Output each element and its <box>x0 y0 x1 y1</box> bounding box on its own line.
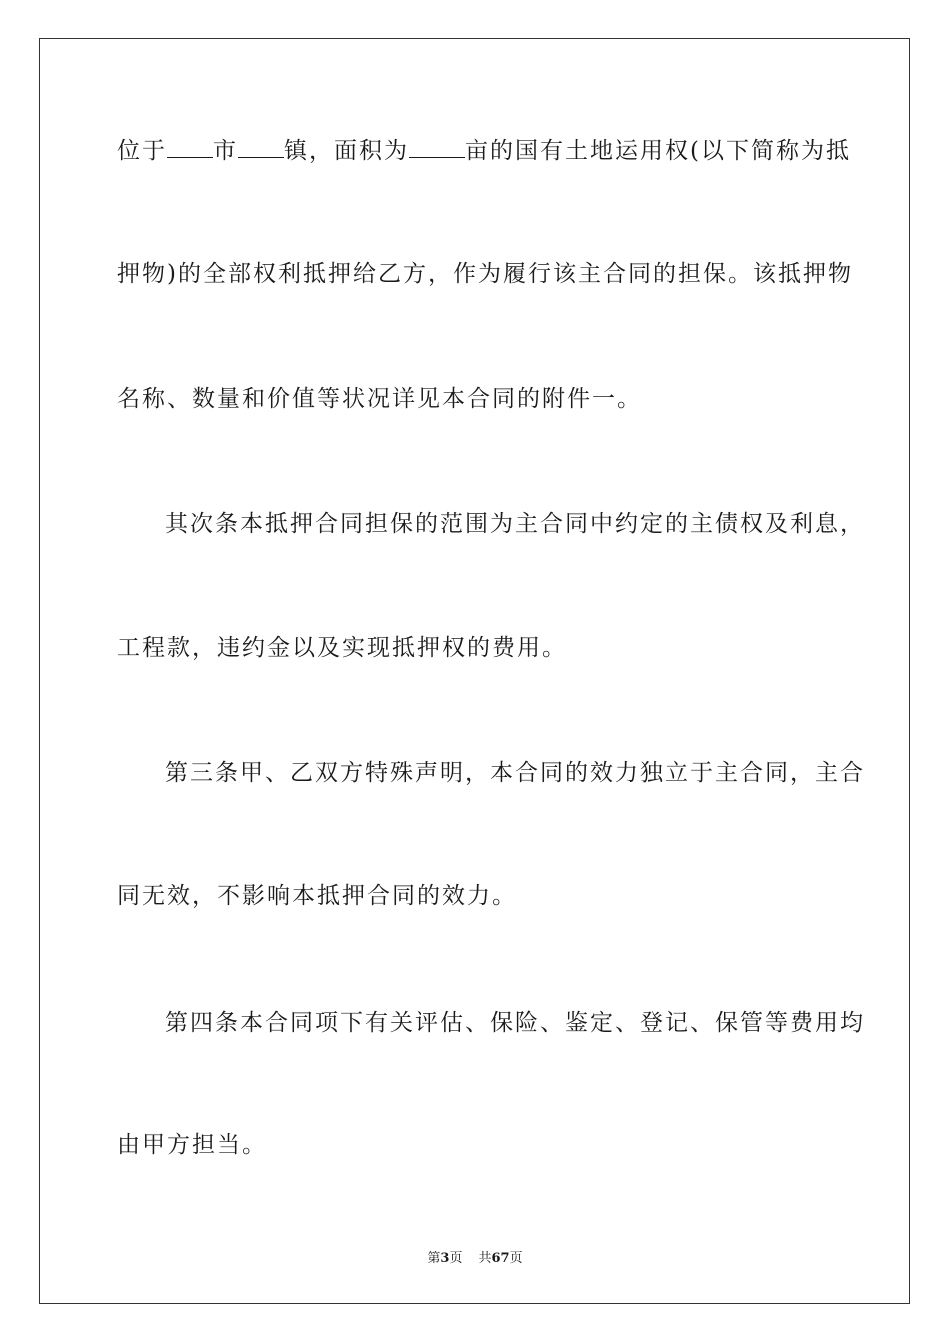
paragraph-4-line-1: 第四条本合同项下有关评估、保险、鉴定、登记、保管等费用均 <box>165 1010 865 1036</box>
page-suffix: 页 <box>449 1251 463 1266</box>
text-segment: 位于 <box>117 138 167 164</box>
paragraph-1-line-3: 名称、数量和价值等状况详见本合同的附件一。 <box>117 386 642 412</box>
fill-in-blank-area[interactable] <box>409 137 465 158</box>
fill-in-blank-city[interactable] <box>167 137 213 158</box>
paragraph-3-line-2: 同无效，不影响本抵押合同的效力。 <box>117 883 517 909</box>
page-number: 3 <box>440 1251 450 1266</box>
paragraph-4-line-2: 由甲方担当。 <box>117 1132 267 1158</box>
total-pages: 67 <box>491 1251 510 1266</box>
paragraph-1-line-2: 押物)的全部权利抵押给乙方，作为履行该主合同的担保。该抵押物 <box>117 261 853 287</box>
page-border <box>39 38 910 1304</box>
total-suffix: 页 <box>509 1251 523 1266</box>
paragraph-1-line-1 <box>117 136 851 166</box>
paragraph-2-line-2: 工程款，违约金以及实现抵押权的费用。 <box>117 635 567 661</box>
text-segment: 镇，面积为 <box>284 138 409 164</box>
fill-in-blank-town[interactable] <box>238 137 284 158</box>
text-segment: 市 <box>213 138 238 164</box>
page-footer <box>0 1247 950 1266</box>
page-prefix: 第 <box>427 1251 441 1266</box>
text-segment: 亩的国有土地运用权(以下简称为抵 <box>465 138 851 164</box>
paragraph-2-line-1: 其次条本抵押合同担保的范围为主合同中约定的主债权及利息， <box>165 511 865 537</box>
paragraph-3-line-1: 第三条甲、乙双方特殊声明，本合同的效力独立于主合同，主合 <box>165 760 865 786</box>
total-prefix: 共 <box>478 1251 492 1266</box>
